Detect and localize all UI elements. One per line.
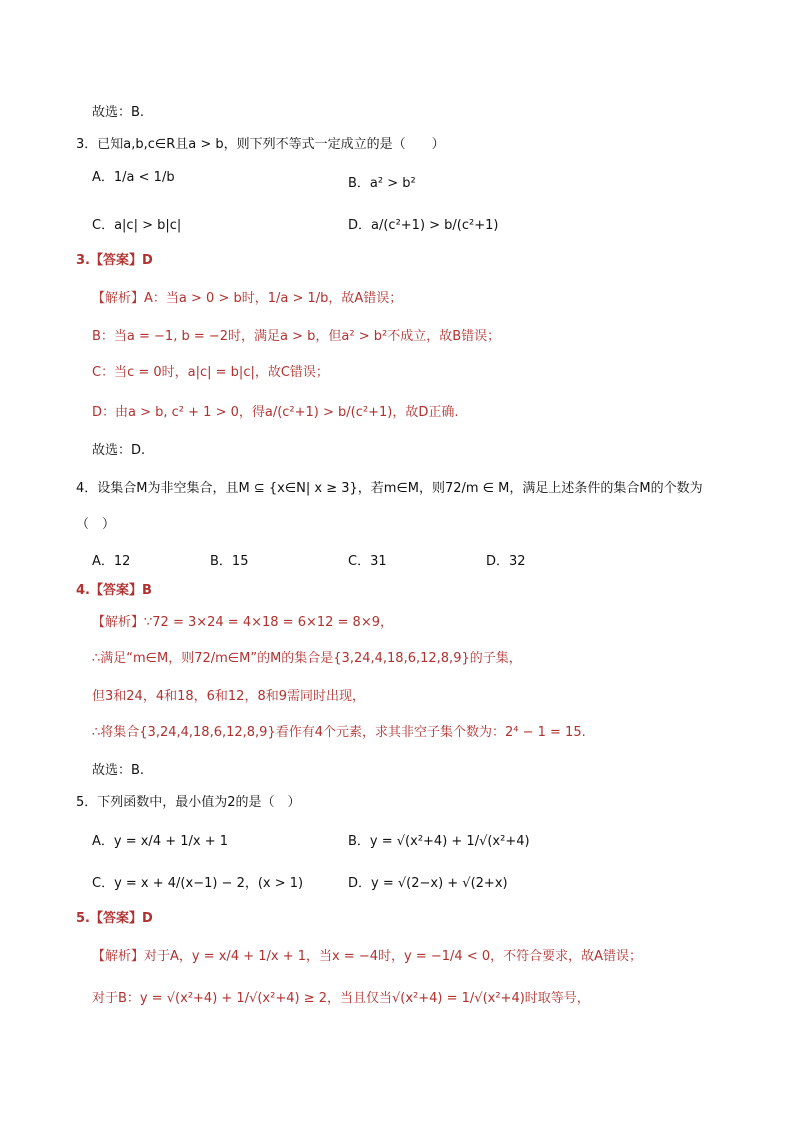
analysis-5-line-2 <box>92 990 590 1008</box>
analysis-3-line-4-text: D：由a > b, c² + 1 > 0，得a/(c²+1) > b/(c²+1)，故D正确. <box>92 405 459 420</box>
answer-3-text: 3.【答案】D <box>76 253 153 268</box>
q4-option-c <box>348 550 387 569</box>
question-4 <box>76 480 703 498</box>
question-4-paren <box>76 516 115 534</box>
q5-option-d-text: D．y = √(2−x) + √(2+x) <box>348 876 508 891</box>
q5-option-c <box>92 872 303 891</box>
analysis-3-line-2-text: B：当a = −1, b = −2时，满足a > b，但a² > b²不成立，故B错误； <box>92 329 501 344</box>
analysis-3-line-4 <box>92 404 458 422</box>
q5-option-d <box>348 872 508 891</box>
answer-5-text: 5.【答案】D <box>76 911 153 926</box>
q3-option-d-text: D．a/(c²+1) > b/(c²+1) <box>348 218 499 233</box>
answer-5-label <box>76 910 153 928</box>
q3-option-b <box>348 172 416 191</box>
analysis-3-line-5 <box>92 442 145 460</box>
q3-option-a <box>92 166 175 185</box>
analysis-4-line-3 <box>92 688 365 706</box>
analysis-4-line-1-text: 【解析】∵72 = 3×24 = 4×18 = 6×12 = 8×9， <box>92 615 393 630</box>
analysis-3-line-3 <box>92 364 329 382</box>
q5-option-c-text: C．y = x + 4/(x−1) − 2，(x > 1) <box>92 876 304 891</box>
question-5-text: 5．下列函数中，最小值为2的是（ ） <box>76 795 301 810</box>
analysis-5-line-1 <box>92 948 642 966</box>
text-choice: 故选：B. <box>92 105 145 120</box>
q4-option-d-text: D．32 <box>486 554 526 569</box>
answer-4-label <box>76 582 152 600</box>
q5-option-b <box>348 830 530 849</box>
analysis-4-line-5 <box>92 762 144 780</box>
q4-option-a-text: A．12 <box>92 554 131 569</box>
analysis-4-line-5-text: 故选：B. <box>92 763 145 778</box>
q3-option-c <box>92 214 181 233</box>
q4-option-a <box>92 550 130 569</box>
q4-option-b <box>210 550 248 569</box>
question-4-paren-text: （ ） <box>76 517 116 532</box>
answer-4-text: 4.【答案】B <box>76 583 152 598</box>
q3-option-b-text: B．a² > b² <box>348 176 416 191</box>
q3-option-d <box>348 214 498 233</box>
analysis-3-line-5-text: 故选：D. <box>92 443 146 458</box>
q4-option-b-text: B．15 <box>210 554 249 569</box>
analysis-3-line-1 <box>92 290 402 308</box>
q5-option-a <box>92 830 228 849</box>
q4-option-c-text: C．31 <box>348 554 387 569</box>
answer-choice-line <box>92 104 144 122</box>
analysis-4-line-1 <box>92 614 393 632</box>
analysis-3-line-1-text: 【解析】A：当a > 0 > b时，1/a > 1/b，故A错误； <box>92 291 403 306</box>
analysis-3-line-3-text: C：当c = 0时，a|c| = b|c|，故C错误； <box>92 365 329 380</box>
analysis-3-line-2 <box>92 328 500 346</box>
q3-option-a-text: A．1/a < 1/b <box>92 170 175 185</box>
q5-option-a-text: A．y = x/4 + 1/x + 1 <box>92 834 229 849</box>
analysis-5-line-1-text: 【解析】对于A，y = x/4 + 1/x + 1，当x = −4时，y = −1/4 < 0，不符合要求，故A错误； <box>92 949 643 964</box>
question-3-text: 3．已知a,b,c∈R且a > b，则下列不等式一定成立的是（ ） <box>76 137 445 152</box>
question-4-text: 4．设集合M为非空集合，且M ⊆ {x∈N| x ≥ 3}，若m∈M，则72/m ∈ M，满足上述条件的集合M的个数为 <box>76 481 703 496</box>
question-5 <box>76 794 301 812</box>
analysis-4-line-2 <box>92 650 522 668</box>
analysis-4-line-4 <box>92 724 586 742</box>
analysis-4-line-4-text: ∴将集合{3,24,4,18,6,12,8,9}看作有4个元素，求其非空子集个数为：2⁴ − 1 = 15. <box>92 725 586 740</box>
answer-3-label <box>76 252 153 270</box>
question-3 <box>76 136 445 154</box>
analysis-5-line-2-text: 对于B：y = √(x²+4) + 1/√(x²+4) ≥ 2，当且仅当√(x²+4) = 1/√(x²+4)时取等号， <box>92 991 590 1006</box>
analysis-4-line-3-text: 但3和24，4和18，6和12，8和9需同时出现， <box>92 689 365 704</box>
q5-option-b-text: B．y = √(x²+4) + 1/√(x²+4) <box>348 834 530 849</box>
q3-option-c-text: C．a|c| > b|c| <box>92 218 182 233</box>
analysis-4-line-2-text: ∴满足“m∈M，则72/m∈M”的M的集合是{3,24,4,18,6,12,8,9}的子集， <box>92 651 522 666</box>
q4-option-d <box>486 550 526 569</box>
